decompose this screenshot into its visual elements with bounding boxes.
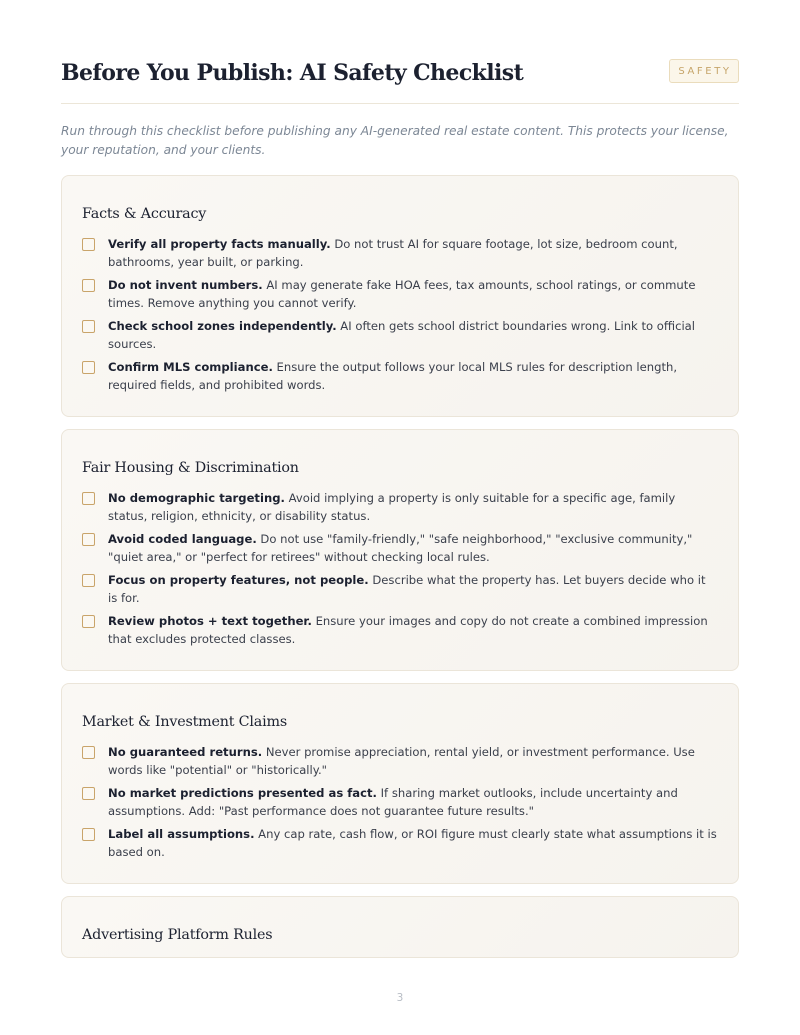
checklist-item	[82, 318, 718, 353]
checklist-item-text	[108, 318, 718, 353]
checklist-item	[82, 572, 718, 607]
item-heading: Check school zones independently.	[108, 319, 337, 333]
item-heading: Label all assumptions.	[108, 827, 255, 841]
checkbox[interactable]	[82, 746, 95, 759]
item-heading: Avoid coded language.	[108, 532, 257, 546]
checklist-item	[82, 236, 718, 271]
item-description: Ensure the output follows your local MLS rules for description length, required fields, and prohibited words.	[108, 360, 678, 392]
checkbox[interactable]	[82, 320, 95, 333]
section-badge: SAFETY	[669, 59, 739, 83]
checkbox[interactable]	[82, 238, 95, 251]
checkbox[interactable]	[82, 279, 95, 292]
item-heading: Review photos + text together.	[108, 614, 312, 628]
card-title: Advertising Platform Rules	[82, 927, 273, 943]
page-title: Before You Publish: AI Safety Checklist	[61, 60, 524, 86]
checklist-item-text	[108, 613, 718, 648]
item-heading: No guaranteed returns.	[108, 745, 263, 759]
item-heading: Confirm MLS compliance.	[108, 360, 273, 374]
checkbox[interactable]	[82, 787, 95, 800]
checklist-item-text	[108, 490, 718, 525]
checklist-item-text	[108, 744, 718, 779]
item-description: If sharing market outlooks, include uncertainty and assumptions. Add: "Past performance does not guarantee future results."	[108, 786, 678, 818]
item-description: Any cap rate, cash flow, or ROI figure must clearly state what assumptions it is based on.	[108, 827, 717, 859]
card-title: Fair Housing & Discrimination	[82, 460, 299, 476]
intro-paragraph: Run through this checklist before publishing any AI-generated real estate content. This protects your license, your reputation, and your clients.	[61, 124, 729, 157]
checkbox[interactable]	[82, 533, 95, 546]
checkbox[interactable]	[82, 361, 95, 374]
item-heading: No demographic targeting.	[108, 491, 285, 505]
checklist-item-text	[108, 785, 718, 820]
checklist-item	[82, 490, 718, 525]
checkbox[interactable]	[82, 492, 95, 505]
checklist-item-text	[108, 531, 718, 566]
checklist-item	[82, 785, 718, 820]
card-advertising-platform	[61, 896, 739, 958]
checklist-item-text	[108, 572, 718, 607]
checklist-item	[82, 744, 718, 779]
item-description: AI often gets school district boundaries wrong. Link to official sources.	[108, 319, 696, 351]
checkbox[interactable]	[82, 828, 95, 841]
item-heading: No market predictions presented as fact.	[108, 786, 377, 800]
item-description: Never promise appreciation, rental yield, or investment performance. Use words like "potential" or "historically."	[108, 745, 695, 777]
checklist-item-text	[108, 236, 718, 271]
page-number: 3	[396, 992, 404, 1004]
item-heading: Verify all property facts manually.	[108, 237, 331, 251]
item-description: Ensure your images and copy do not create a combined impression that excludes protected classes.	[108, 614, 708, 646]
card-facts-accuracy	[61, 175, 739, 417]
checklist-item	[82, 359, 718, 394]
checklist-item-text	[108, 277, 718, 312]
document-page	[61, 0, 739, 958]
card-title: Facts & Accuracy	[82, 206, 207, 222]
item-description: Avoid implying a property is only suitable for a specific age, family status, religion, ethnicity, or disability status.	[108, 491, 676, 523]
page-header	[61, 0, 739, 104]
card-market-investment	[61, 683, 739, 884]
card-fair-housing	[61, 429, 739, 671]
item-heading: Do not invent numbers.	[108, 278, 263, 292]
checklist-item	[82, 277, 718, 312]
item-description: AI may generate fake HOA fees, tax amounts, school ratings, or commute times. Remove anything you cannot verify.	[108, 278, 696, 310]
checklist-item-text	[108, 826, 718, 861]
item-description: Do not use "family-friendly," "safe neighborhood," "exclusive community," "quiet area," or "perfect for retirees" without checking local rules.	[108, 532, 693, 564]
checklist-item	[82, 613, 718, 648]
item-description: Describe what the property has. Let buyers decide who it is for.	[108, 573, 706, 605]
checklist-item	[82, 531, 718, 566]
item-heading: Focus on property features, not people.	[108, 573, 369, 587]
card-title: Market & Investment Claims	[82, 714, 287, 730]
checkbox[interactable]	[82, 574, 95, 587]
checklist-item	[82, 826, 718, 861]
item-description: Do not trust AI for square footage, lot size, bedroom count, bathrooms, year built, or parking.	[108, 237, 678, 269]
checklist-item-text	[108, 359, 718, 394]
checkbox[interactable]	[82, 615, 95, 628]
